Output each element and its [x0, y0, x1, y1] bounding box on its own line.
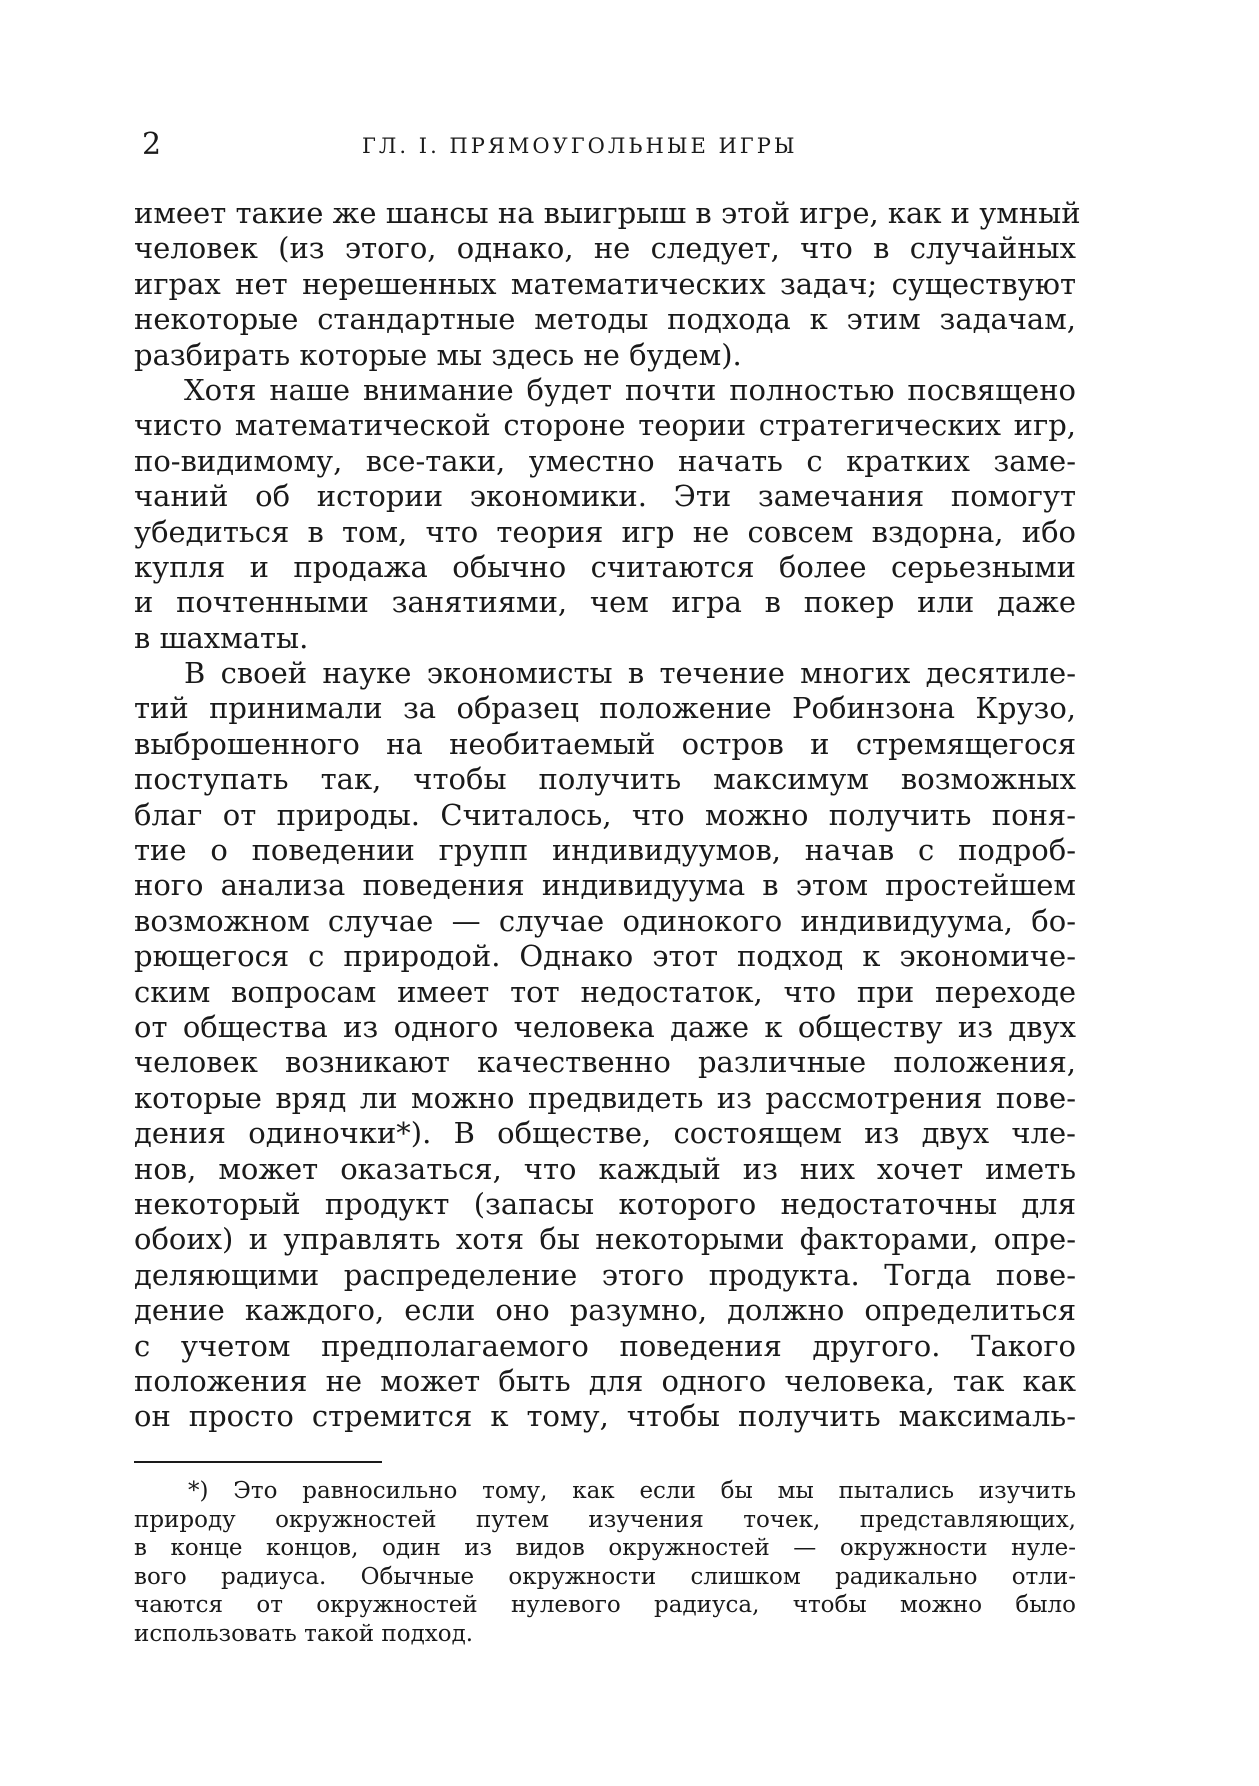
text-line: человек (из этого, однако, не следует, что в случайных: [134, 231, 1076, 266]
text-line: с учетом предполагаемого поведения другого. Такого: [134, 1328, 1076, 1363]
text-line: обоих) и управлять хотя бы некоторыми факторами, опре-: [134, 1222, 1076, 1257]
text-line: благ от природы. Считалось, что можно получить поня-: [134, 797, 1076, 832]
footnote-line: вого радиуса. Обычные окружности слишком радикально отли-: [134, 1563, 1076, 1590]
body-text: [134, 196, 1081, 1435]
text-line: чисто математической стороне теории стратегических игр,: [134, 408, 1076, 443]
text-line: некоторый продукт (запасы которого недостаточны для: [134, 1186, 1076, 1221]
footnote-divider: [134, 1461, 382, 1463]
text-line: поступать так, чтобы получить максимум возможных: [134, 762, 1076, 797]
text-line: рющегося с природой. Однако этот подход к экономиче-: [134, 939, 1076, 974]
page-number: 2: [142, 127, 162, 162]
text-line: Хотя наше внимание будет почти полностью посвящено: [184, 372, 1076, 407]
text-line: ским вопросам имеет тот недостаток, что при переходе: [134, 974, 1076, 1009]
footnote-line: использовать такой подход.: [134, 1620, 474, 1647]
text-line: в шахматы.: [134, 620, 309, 655]
text-line: он просто стремится к тому, чтобы получить максималь-: [134, 1399, 1076, 1434]
text-line: деляющими распределение этого продукта. Тогда пове-: [134, 1257, 1076, 1292]
text-line: убедиться в том, что теория игр не совсем вздорна, ибо: [134, 514, 1076, 549]
running-head: ГЛ. I. ПРЯМОУГОЛЬНЫЕ ИГРЫ: [362, 134, 798, 158]
text-line: чаний об истории экономики. Эти замечания помогут: [134, 479, 1076, 514]
text-line: человек возникают качественно различные положения,: [134, 1045, 1076, 1080]
text-line: дение каждого, если оно разумно, должно определиться: [134, 1293, 1076, 1328]
text-line: выброшенного на необитаемый остров и стремящегося: [134, 726, 1076, 761]
text-line: разбирать которые мы здесь не будем).: [134, 337, 742, 372]
text-line: ного анализа поведения индивидуума в этом простейшем: [134, 868, 1076, 903]
text-line: от общества из одного человека даже к обществу из двух: [134, 1009, 1076, 1044]
text-line: тие о поведении групп индивидуумов, начав с подроб-: [134, 833, 1076, 868]
text-line: дения одиночки*). В обществе, состоящем из двух чле-: [134, 1116, 1076, 1151]
text-line: которые вряд ли можно предвидеть из рассмотрения пове-: [134, 1080, 1076, 1115]
text-line: тий принимали за образец положение Робинзона Крузо,: [134, 691, 1076, 726]
text-line: купля и продажа обычно считаются более серьезными: [134, 549, 1076, 584]
text-line: положения не может быть для одного человека, так как: [134, 1363, 1076, 1398]
text-line: и почтенными занятиями, чем игра в покер или даже: [134, 585, 1076, 620]
text-line: нов, может оказаться, что каждый из них хочет иметь: [134, 1151, 1076, 1186]
text-line: возможном случае — случае одинокого индивидуума, бо-: [134, 903, 1076, 938]
text-line: некоторые стандартные методы подхода к этим задачам,: [134, 302, 1076, 337]
text-line: играх нет нерешенных математических задач; существуют: [134, 266, 1076, 301]
footnote-line: чаются от окружностей нулевого радиуса, чтобы можно было: [134, 1592, 1076, 1619]
page-header: [142, 125, 1072, 165]
text-line: В своей науке экономисты в течение многих десятиле-: [184, 656, 1076, 691]
footnote: [134, 1477, 1076, 1649]
text-line: имеет такие же шансы на выигрыш в этой игре, как и умный: [134, 196, 1081, 230]
footnote-line: в конце концов, один из видов окружностей — окружности нуле-: [134, 1535, 1076, 1562]
footnote-line: природу окружностей путем изучения точек, представляющих,: [134, 1506, 1076, 1533]
text-line: по-видимому, все-таки, уместно начать с кратких заме-: [134, 443, 1076, 478]
footnote-line: *) Это равносильно тому, как если бы мы пытались изучить: [188, 1478, 1076, 1504]
